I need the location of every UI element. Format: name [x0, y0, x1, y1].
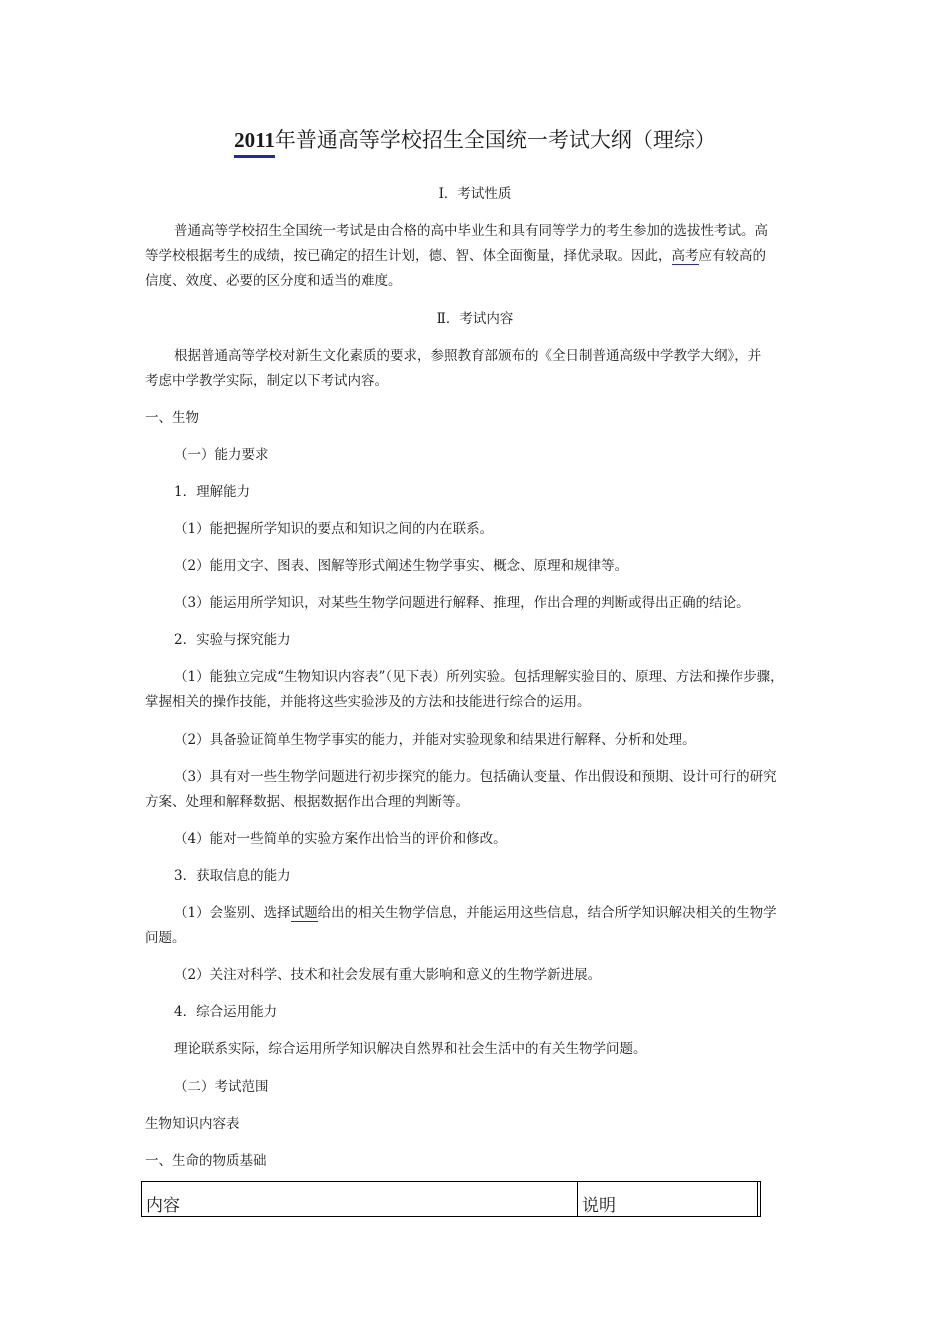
table-header-content: 内容 [146, 1196, 180, 1216]
text-span: 应有较高的 [698, 248, 766, 264]
section-heading-content: Ⅱ．考试内容 [436, 311, 514, 327]
text-span: 给出的相关生物学信息，并能运用这些信息，结合所学知识解决相关的生物学 [317, 905, 777, 921]
paragraph-line [145, 250, 766, 264]
section-heading-nature: Ⅰ．考试性质 [438, 186, 512, 202]
list-item: （2）能用文字、图表、图解等形式阐述生物学事实、概念、原理和规律等。 [174, 558, 629, 574]
shiti-link[interactable]: 试题 [290, 905, 318, 921]
gaokao-link[interactable]: 高考 [671, 248, 699, 264]
subsection-heading: （一）能力要求 [174, 447, 269, 463]
table-divider [577, 1182, 578, 1216]
list-item: （3）具有对一些生物学问题进行初步探究的能力。包括确认变量、作出假设和预期、设计可行的研究 [174, 769, 777, 785]
item-heading: 1．理解能力 [174, 484, 251, 500]
table-subsection: 一、生命的物质基础 [145, 1153, 267, 1169]
title-year: 2011 [234, 128, 275, 152]
text-span: （1）会鉴别、选择 [174, 905, 291, 921]
list-item: （1）能独立完成“生物知识内容表”（见下表）所列实验。包括理解实验目的、原理、方法和操作步骤， [174, 669, 784, 685]
list-item: （3）能运用所学知识，对某些生物学问题进行解释、推理，作出合理的判断或得出正确的结论。 [174, 595, 750, 611]
paragraph-line: 普通高等学校招生全国统一考试是由合格的高中毕业生和具有同等学力的考生参加的选拔性考试。高 [174, 223, 768, 239]
list-item: （1）能把握所学知识的要点和知识之间的内在联系。 [174, 521, 494, 537]
list-item: （2）具备验证简单生物学事实的能力，并能对实验现象和结果进行解释、分析和处理。 [174, 732, 696, 748]
table-title: 生物知识内容表 [145, 1116, 240, 1132]
paragraph-line: 考虑中学教学实际，制定以下考试内容。 [145, 373, 388, 389]
page-title [0, 124, 950, 154]
list-item: （4）能对一些简单的实验方案作出恰当的评价和修改。 [174, 831, 507, 847]
paragraph-line: 信度、效度、必要的区分度和适当的难度。 [145, 273, 402, 289]
knowledge-table [141, 1181, 761, 1217]
list-item-continuation: 掌握相关的操作技能，并能将这些实验涉及的方法和技能进行综合的运用。 [145, 694, 591, 710]
table-header-notes: 说明 [582, 1196, 616, 1216]
item-heading: 4．综合运用能力 [174, 1004, 278, 1020]
title-text: 年普通高等学校招生全国统一考试大纲（理综） [274, 128, 716, 152]
list-item-continuation: 方案、处理和解释数据、根据数据作出合理的判断等。 [145, 794, 469, 810]
list-item [174, 907, 777, 921]
text-span: 等学校根据考生的成绩，按已确定的招生计划，德、智、体全面衡量，择优录取。因此， [145, 248, 672, 264]
list-item: （2）关注对科学、技术和社会发展有重大影响和意义的生物学新进展。 [174, 967, 602, 983]
paragraph-line: 根据普通高等学校对新生文化素质的要求，参照教育部颁布的《全日制普通高级中学教学大纲》，并 [174, 348, 762, 364]
item-heading: 3．获取信息的能力 [174, 868, 291, 884]
subject-heading: 一、生物 [145, 410, 199, 426]
list-item-continuation: 问题。 [145, 930, 186, 946]
subsection-heading: （二）考试范围 [174, 1079, 269, 1095]
table-edge [757, 1182, 758, 1216]
paragraph-line: 理论联系实际，综合运用所学知识解决自然界和社会生活中的有关生物学问题。 [174, 1041, 647, 1057]
item-heading: 2．实验与探究能力 [174, 632, 291, 648]
